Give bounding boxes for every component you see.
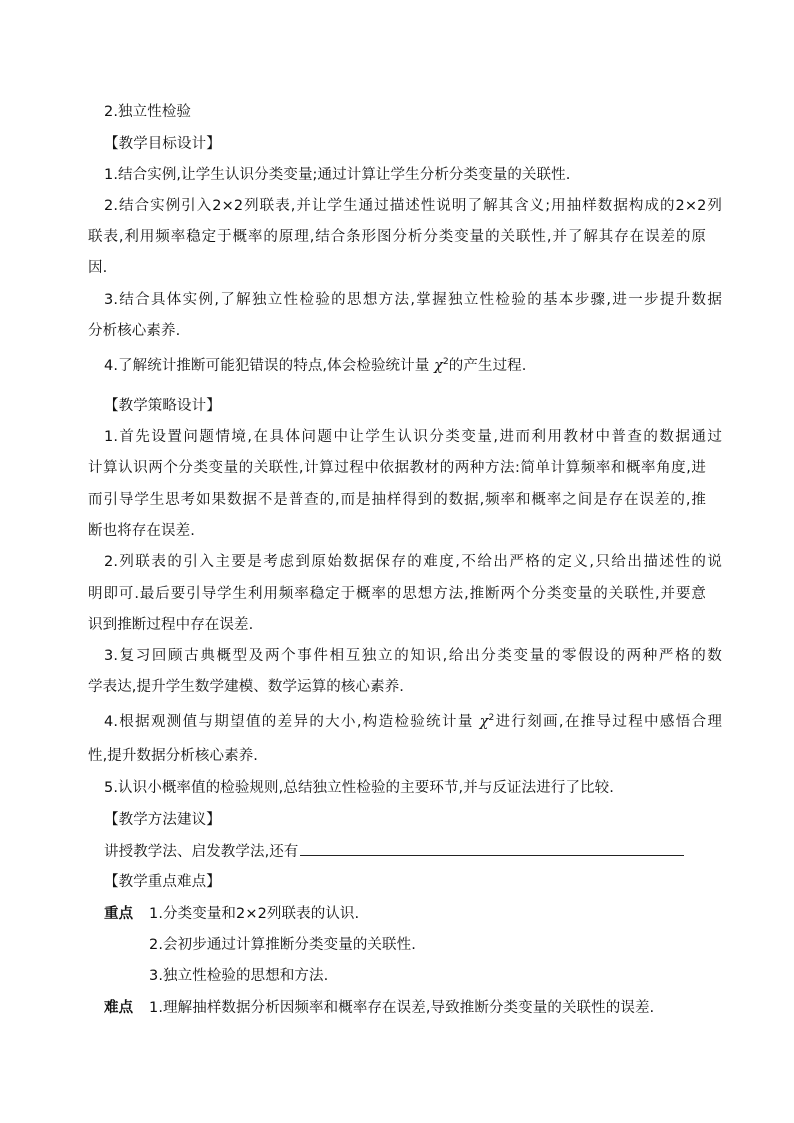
goals-item-4 bbox=[104, 356, 527, 376]
chi-symbol: χ bbox=[479, 714, 489, 730]
strategy-item-4-text: 4.根据观测值与期望值的差异的大小,构造检验统计量 bbox=[104, 714, 480, 730]
goals-heading: 【教学目标设计】 bbox=[104, 136, 221, 152]
chi-superscript: 2 bbox=[488, 713, 495, 723]
section-title: 2.独立性检验 bbox=[104, 104, 192, 120]
strategy-item-1-line-1: 1.首先设置问题情境,在具体问题中让学生认识分类变量,进而利用教材中普查的数据通过 bbox=[104, 429, 722, 445]
goals-item-3-line-1: 3.结合具体实例,了解独立性检验的思想方法,掌握独立性检验的基本步骤,进一步提升数据 bbox=[104, 292, 722, 308]
difficult-item-1: 1.理解抽样数据分析因频率和概率存在误差,导致推断分类变量的关联性的误差. bbox=[149, 1000, 655, 1016]
strategy-item-4-line-2: 性,提升数据分析核心素养. bbox=[88, 748, 259, 764]
key-label: 重点 bbox=[104, 906, 134, 922]
goals-item-1: 1.结合实例,让学生认识分类变量;通过计算让学生分析分类变量的关联性. bbox=[104, 167, 571, 183]
strategy-item-2-line-2: 明即可.最后要引导学生利用频率稳定于概率的思想方法,推断两个分类变量的关联性,并要意 bbox=[88, 586, 706, 602]
strategy-item-1-line-4: 断也将存在误差. bbox=[88, 523, 195, 539]
goals-item-2-line-1: 2.结合实例引入2×2列联表,并让学生通过描述性说明了解其含义;用抽样数据构成的2×2列 bbox=[104, 198, 722, 214]
chi-symbol: χ bbox=[434, 358, 443, 374]
strategy-item-2-line-3: 识到推断过程中存在误差. bbox=[88, 617, 254, 633]
strategy-item-2-line-1: 2.列联表的引入主要是考虑到原始数据保存的难度,不给出严格的定义,只给出描述性的说 bbox=[104, 554, 722, 570]
fill-in-blank-line bbox=[300, 841, 684, 856]
goals-item-4-text: 4.了解统计推断可能犯错误的特点,体会检验统计量 bbox=[104, 358, 435, 374]
strategy-item-4-line-1 bbox=[104, 712, 722, 732]
goals-item-2-line-3: 因. bbox=[88, 260, 108, 276]
strategy-item-3-line-1: 3.复习回顾古典概型及两个事件相互独立的知识,给出分类变量的零假设的两种严格的数 bbox=[104, 648, 722, 664]
goals-item-2-line-2: 联表,利用频率稳定于概率的原理,结合条形图分析分类变量的关联性,并了解其存在误差的原 bbox=[88, 229, 706, 245]
key-item-2: 2.会初步通过计算推断分类变量的关联性. bbox=[149, 937, 416, 953]
strategy-item-1-line-2: 计算认识两个分类变量的关联性,计算过程中依据教材的两种方法:简单计算频率和概率角度,进 bbox=[88, 460, 706, 476]
key-item-3: 3.独立性检验的思想和方法. bbox=[149, 968, 329, 984]
goals-item-3-line-2: 分析核心素养. bbox=[88, 323, 181, 339]
goals-item-4-tail: 的产生过程. bbox=[448, 358, 527, 374]
methods-text: 讲授教学法、启发教学法,还有 bbox=[104, 844, 299, 860]
strategy-item-5: 5.认识小概率值的检验规则,总结独立性检验的主要环节,并与反证法进行了比较. bbox=[104, 780, 614, 796]
strategy-heading: 【教学策略设计】 bbox=[104, 398, 221, 414]
chi-superscript: 2 bbox=[442, 357, 449, 367]
strategy-item-4-tail: 进行刻画,在推导过程中感悟合理 bbox=[494, 714, 723, 730]
strategy-item-3-line-2: 学表达,提升学生数学建模、数学运算的核心素养. bbox=[88, 679, 405, 695]
keypoints-heading: 【教学重点难点】 bbox=[104, 874, 221, 890]
methods-line bbox=[104, 841, 684, 862]
methods-heading: 【教学方法建议】 bbox=[104, 812, 221, 828]
key-item-1: 1.分类变量和2×2列联表的认识. bbox=[149, 906, 360, 922]
strategy-item-1-line-3: 而引导学生思考如果数据不是普查的,而是抽样得到的数据,频率和概率之间是存在误差的,推 bbox=[88, 492, 706, 508]
difficult-label: 难点 bbox=[104, 1000, 134, 1016]
